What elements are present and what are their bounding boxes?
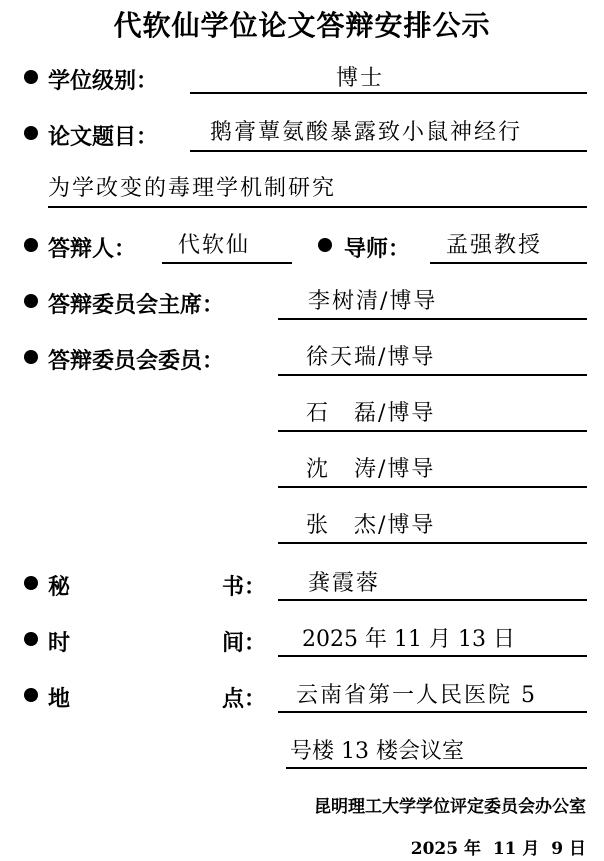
thesis-title-line2: 为学改变的毒理学机制研究 [48,176,337,201]
bullet-icon [24,576,38,590]
bullet-icon [318,238,332,252]
member-underline [278,374,587,376]
member-item: 张 杰/博导 [306,513,436,538]
chair-underline [278,318,587,320]
place-value-line1: 云南省第一人民医院 5 [296,683,537,708]
secretary-label-b: 书： [222,575,267,600]
bullet-icon [24,350,38,364]
member-underline [278,542,587,544]
bullet-icon [24,688,38,702]
defender-value: 代软仙 [178,233,251,258]
degree-value: 博士 [336,66,385,91]
bullet-icon [24,126,38,140]
member-underline [278,430,587,432]
thesis-label: 论文题目： [48,125,159,150]
thesis-underline-2 [48,206,587,208]
place-underline-2 [286,767,587,769]
bullet-icon [24,238,38,252]
advisor-value: 孟强教授 [446,233,543,258]
time-label-a: 时 [48,631,71,656]
page-title: 代软仙学位论文答辩安排公示 [113,9,491,42]
member-item: 石 磊/博导 [306,401,436,426]
issue-date: 2025 年 11 月 9 日 [410,839,586,859]
secretary-underline [278,599,587,601]
advisor-underline [430,262,587,264]
member-underline [278,486,587,488]
chair-label: 答辩委员会主席： [48,293,225,318]
place-label-b: 点： [222,687,267,712]
defender-underline [162,262,292,264]
thesis-underline-1 [190,150,587,152]
thesis-title-line1: 鹅膏蕈氨酸暴露致小鼠神经行 [210,120,523,145]
place-value-line2: 号楼 13 楼会议室 [290,739,464,764]
member-item: 徐天瑞/博导 [306,345,436,370]
degree-underline [190,92,587,94]
issuing-office: 昆明理工大学学位评定委员会办公室 [314,797,586,817]
member-item: 沈 涛/博导 [306,457,436,482]
secretary-label-a: 秘 [48,575,71,600]
members-label: 答辩委员会委员： [48,349,225,374]
time-label-b: 间： [222,631,267,656]
bullet-icon [24,294,38,308]
place-underline-1 [278,711,587,713]
bullet-icon [24,70,38,84]
place-label-a: 地 [48,687,71,712]
secretary-value: 龚霞蓉 [308,571,381,596]
time-value: 2025 年 11 月 13 日 [302,627,515,652]
advisor-label: 导师： [344,237,411,262]
degree-label: 学位级别： [48,69,159,94]
chair-value: 李树清/博导 [308,289,438,314]
bullet-icon [24,632,38,646]
defender-label: 答辩人： [48,237,137,262]
time-underline [278,655,587,657]
